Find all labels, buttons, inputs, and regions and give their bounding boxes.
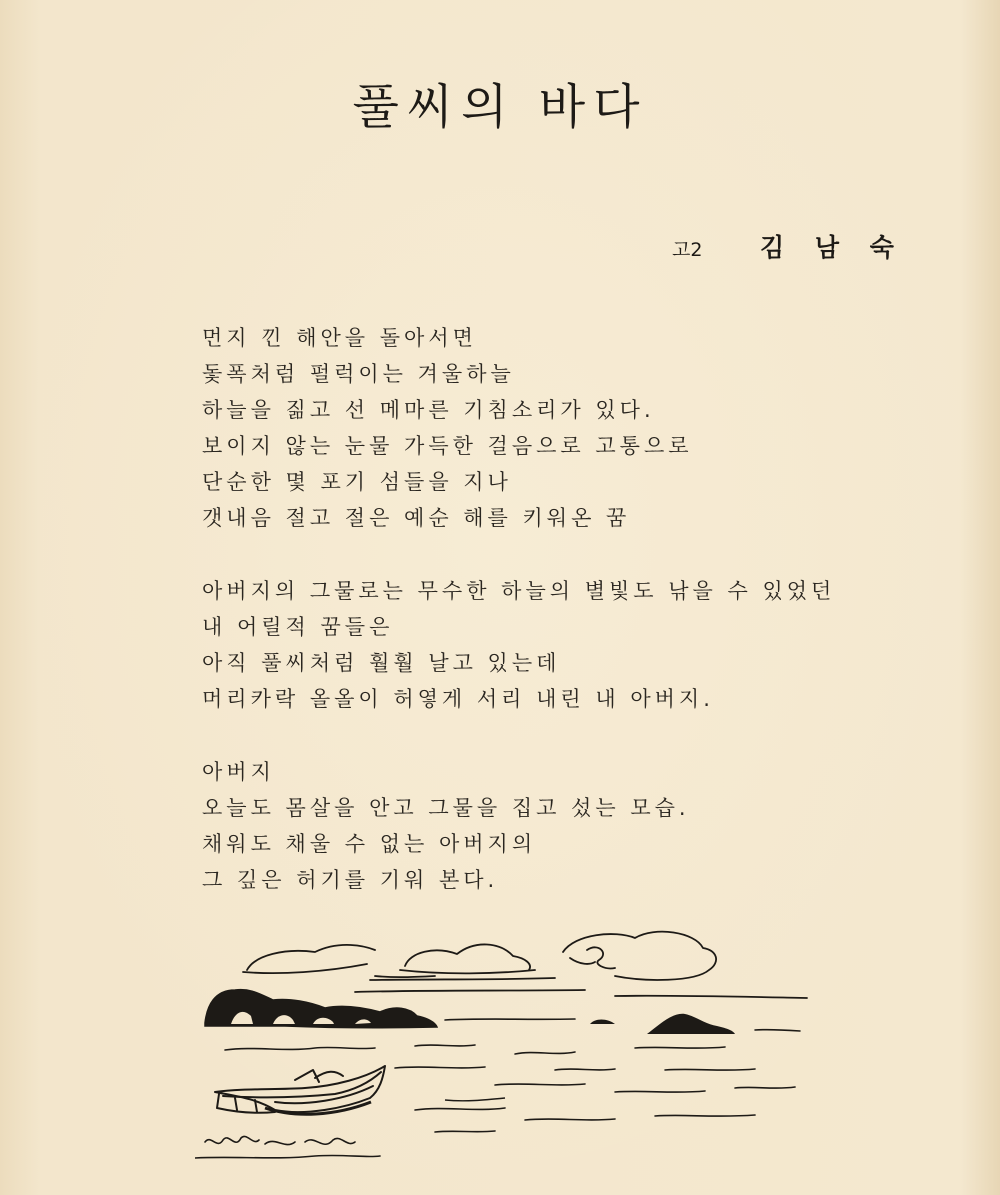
rock: [590, 1020, 615, 1025]
seascape-ink-sketch-icon: [195, 920, 815, 1175]
stanza-3: [202, 754, 902, 898]
poem-line: 보이지 않는 눈물 가득한 걸음으로 고통으로: [202, 434, 693, 458]
poem-line: 단순한 몇 포기 섬들을 지나: [202, 470, 512, 494]
poem-line: 돛폭처럼 펄럭이는 겨울하늘: [202, 362, 515, 386]
cloud-middle: [405, 944, 530, 970]
poem-line: 오늘도 몸살을 안고 그물을 집고 섰는 모습.: [202, 796, 690, 820]
poem-line: 먼지 낀 해안을 돌아서면: [202, 326, 477, 350]
poem-line: 채워도 채울 수 없는 아버지의: [202, 832, 537, 856]
poem-line: 갯내음 절고 절은 예순 해를 키워온 꿈: [202, 506, 631, 530]
poem-line: 하늘을 짊고 선 메마른 기침소리가 있다.: [202, 398, 655, 422]
poem-line: 아버지의 그물로는 무수한 하늘의 별빛도 낚을 수 있었던: [202, 579, 836, 603]
poem-line: 아직 풀씨처럼 훨훨 날고 있는데: [202, 651, 561, 675]
poem-line: 아버지: [202, 760, 275, 784]
byline: [672, 228, 905, 264]
stanza-2: [202, 573, 902, 717]
stanza-1: [202, 320, 902, 536]
author-grade: 고2: [672, 239, 703, 261]
author-name: 김 남 숙: [760, 233, 905, 262]
poem-line: 머리카락 올올이 허옇게 서리 내린 내 아버지.: [202, 687, 714, 711]
poem-line: 그 깊은 허기를 기워 본다.: [202, 868, 499, 892]
cloud-right: [563, 932, 716, 980]
poem-body: [202, 320, 902, 935]
island-right: [647, 1014, 735, 1034]
poem-title: 풀씨의 바다: [352, 79, 648, 135]
poem-line: 내 어릴적 꿈들은: [202, 615, 394, 639]
